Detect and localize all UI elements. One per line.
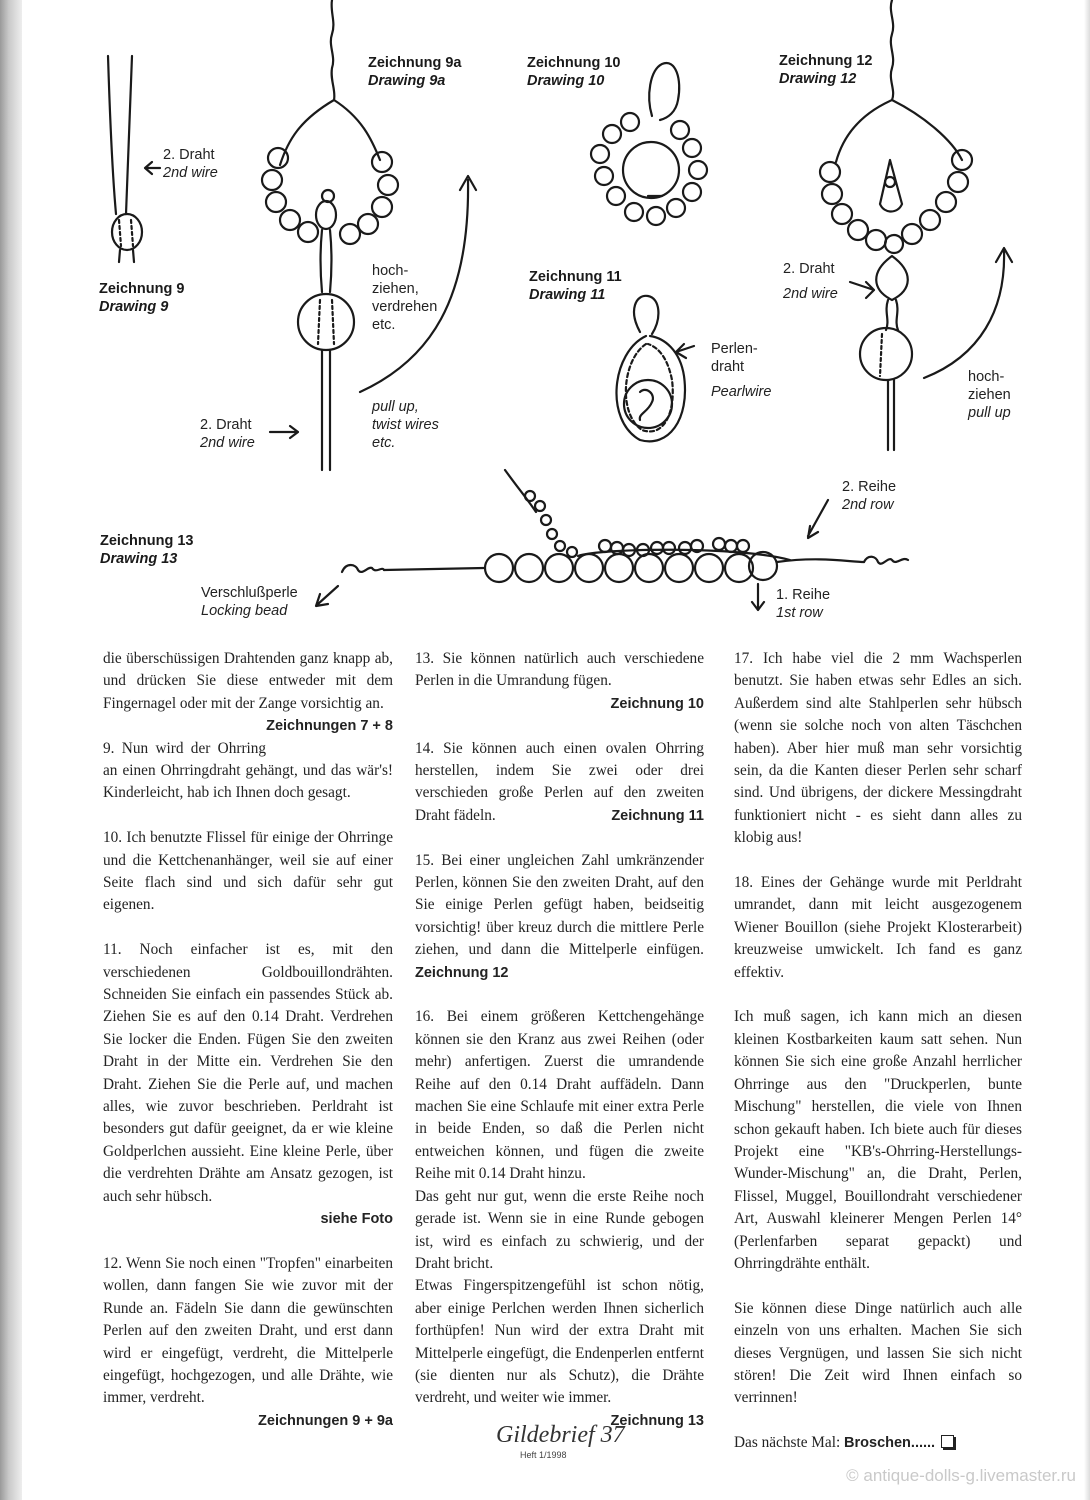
paragraph: Das geht nur gut, wenn die erste Reihe noch gerade ist. Wenn sie in eine Runde gebogen ist, wird es einfach zu schwierig, und der Draht bricht.: [415, 1187, 704, 1272]
paragraph: Etwas Fingerspitzengefühl ist schon nötig, aber einige Perlchen werden Ihnen sicherlich forthüpfen! Nun wird der extra Draht mit Mittelperle eingefügt, die Endenperlen entfernt (sie dienten nur als Schutz), die Drähte verdreht, und weiter wie immer. Zeichnung 13: [415, 1277, 704, 1429]
text-column-2: [415, 648, 704, 1432]
d13-caption: Zeichnung 13 Drawing 13: [100, 533, 194, 567]
d9-caption: Zeichnung 9 Drawing 9: [99, 281, 185, 315]
paragraph: Ich muß sagen, ich kann mich an diesen kleinen Kostbarkeiten kaum satt sehen. Nun können Sie sich eine große Anzahl herrlicher Ohrringe aus den "Druckperlen, bunte Mischung" herstellen, die viele von Ihnen schon gekauft haben. Ich biete auch für dieses Projekt eine "KB's-Ohrring-Herstellungs-Wunder-Mischung" an, die Draht, Perlen, Flissel, Muggel, Bouillondraht verschiedener Art, Auswahl kleinerer Mengen Perlen 14° (Perlenfarben separat gepackt) und Ohrringdrähte enthält.: [734, 1008, 1022, 1272]
d10-caption: Zeichnung 10 Drawing 10: [527, 55, 621, 89]
paragraph: 18. Eines der Gehänge wurde mit Perldraht umrandet, dann mit leicht ausgezogenem Wiener Bouillon (siehe Projekt Klosterarbeit) kreuzweise umwickelt. Ich fand es ganz effektiv.: [734, 874, 1022, 981]
paragraph: 17. Ich habe viel die 2 mm Wachsperlen benutzt. Sie haben etwas sehr Edles an sich. Außerdem sind alte Stahlperlen sehr hübsch (wenn sie solche noch von alten Täschchen haben). Aber hier muß man sehr vorsichtig sein, da die Kanten dieser Perlen sehr scharf sind. Und übrigens, der dickere Messingdraht funktioniert nicht - es sieht dann alles zu klobig aus!: [734, 650, 1022, 847]
text-column-1: [103, 648, 393, 1432]
d13-row2-label: 2. Reihe 2nd row: [842, 479, 897, 513]
paragraph: 13. Sie können natürlich auch verschiedene Perlen in die Umrandung fügen. Zeichnung 10: [415, 650, 704, 712]
watermark: © antique-dolls-g.livemaster.ru: [846, 1466, 1076, 1485]
paragraph: 15. Bei einer ungleichen Zahl umkränzender Perlen, können Sie den zweiten Draht, auf den Sie einige Perlen gefügt haben, beidseitig vorsichtig! über kreuz durch die mittlere Perle ziehen, und dann die Mittelperle einfügen. Zeichnung 12: [415, 851, 704, 981]
d9a-pull-label: hoch- ziehen, verdrehen etc.: [372, 263, 438, 333]
paragraph: 12. Wenn Sie noch einen "Tropfen" einarbeiten wollen, dann fangen Sie wie zuvor mit der Runde an. Fädeln Sie dann die gewünschten Perlen auf den zweiten Draht, und erst dann wird er eingefügt, verdreht, die Mittelperle eingefügt, hochgezogen, und alle Drähte, wie immer, verdreht. Zeichnungen 9 + 9a: [103, 1254, 393, 1429]
d11-pearlwire-label: Perlen- draht Pearlwire: [711, 341, 772, 400]
d9a-caption: Zeichnung 9a Drawing 9a: [368, 55, 462, 89]
paragraph: 14. Sie können auch einen ovalen Ohrring herstellen, indem Sie zwei oder drei verschieden große Perlen auf den zweiten Draht fädeln. Zeichnung 11: [415, 739, 704, 824]
paragraph: 16. Bei einem größeren Kettchengehänge können sie den Kranz aus zwei Reihen (oder mehr) anfertigen. Zuerst die umrandende Reihe auf den 0.14 Draht auffädeln. Dann machen Sie eine Schlaufe mit einer extra Perle in beide Enden, so daß die Perlen nicht entweichen können, und fügen die zweite Reihe mit 0.14 Draht hinzu.: [415, 1008, 704, 1183]
d12-pull-label: hoch- ziehen pull up: [968, 369, 1011, 421]
d13-row1-label: 1. Reihe 1st row: [776, 587, 831, 621]
footer-issue: Heft 1/1998: [520, 1450, 567, 1460]
paragraph: 9. Nun wird der Ohrring an einen Ohrringdraht gehängt, und das wär's! Kinderleicht, hab ich Ihnen doch gesagt.: [103, 739, 393, 802]
paragraph: 11. Noch einfacher ist es, mit den verschiedenen Goldbouillondrähten. Schneiden Sie einfach ein passendes Stück ab. Ziehen Sie es auf den 0.14 Draht. Verdrehen Sie locker die Enden. Fügen Sie den zweiten Draht in der Mitte ein. Verdrehen Sie den Draht. Ziehen Sie die Perle auf, und machen alles, wie zuvor beschrieben. Perldraht ist besonders gut dafür geeignet, da er wie kleine Goldperlchen aussieht. Eine kleine Perle, über die verdrehten Drähte am Ansatz gezogen, ist auch sehr hübsch. siehe Foto: [103, 941, 393, 1228]
d11-caption: Zeichnung 11 Drawing 11: [529, 269, 622, 303]
paragraph: Sie können diese Dinge natürlich auch alle einzeln von uns erhalten. Machen Sie sich dieses Vergnügen, und lassen Sie sich nicht stören! Die Zeit wird Ihnen einfach so verrinnen!: [734, 1299, 1022, 1407]
drawing-9: [108, 56, 160, 262]
d9a-pull-en-label: pull up, twist wires etc.: [372, 399, 439, 451]
d12-wire-label: 2. Draht 2nd wire: [783, 261, 838, 302]
d12-caption: Zeichnung 12 Drawing 12: [779, 53, 873, 87]
d9-wire-label: 2. Draht 2nd wire: [163, 147, 218, 181]
drawing-11: [616, 296, 694, 442]
d13-lock-label: Verschlußperle Locking bead: [201, 585, 298, 619]
paragraph: die überschüssigen Drahtenden ganz knapp ab, und drücken Sie diese entweder mit dem Fingernagel oder mit der Zange vorsichtig an. Zeichnungen 7 + 8: [103, 650, 393, 735]
d9a-wire-label: 2. Draht 2nd wire: [200, 417, 255, 451]
next-issue-line: Das nächste Mal: Broschen......: [734, 1432, 1022, 1454]
end-mark-icon: [941, 1435, 954, 1448]
footer-brand: Gildebrief 37: [496, 1422, 625, 1448]
text-column-3: [734, 648, 1022, 1455]
paragraph: 10. Ich benutzte Flissel für einige der Ohrringe und die Kettchenanhänger, weil sie auf einer Seite flach sind und sich dafür sehr gut eigenen.: [103, 829, 393, 914]
